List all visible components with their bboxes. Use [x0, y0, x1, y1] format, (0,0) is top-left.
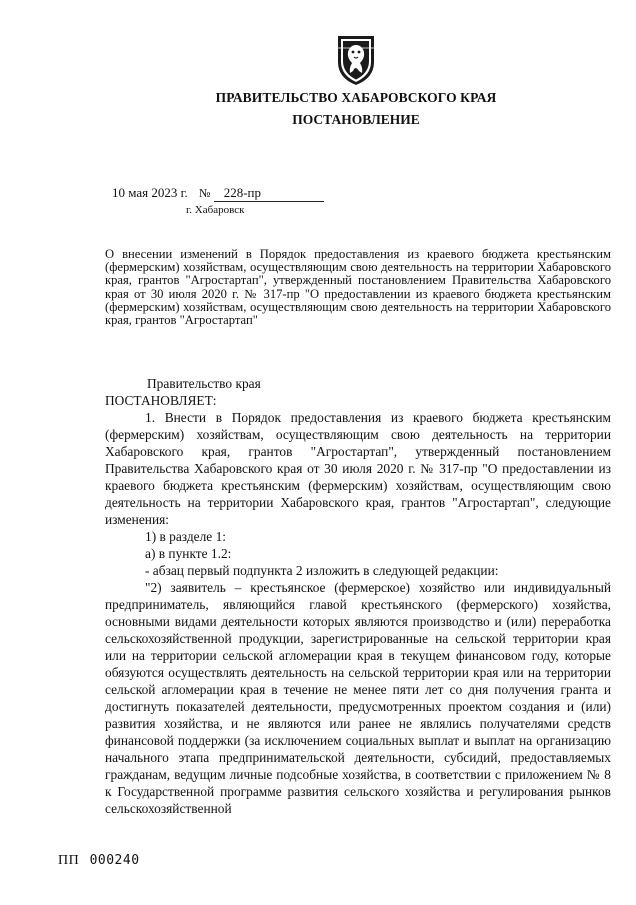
footer-code: 000240: [89, 853, 140, 868]
footer-prefix: ПП: [58, 853, 80, 868]
government-line: Правительство края: [147, 376, 261, 391]
document-type: ПОСТАНОВЛЕНИЕ: [292, 112, 420, 127]
footer-serial: [58, 853, 140, 869]
date-number-line: [112, 185, 324, 202]
organization-title: ПРАВИТЕЛЬСТВО ХАБАРОВСКОГО КРАЯ: [215, 90, 497, 105]
document-subject: О внесении изменений в Порядок предоставления из краевого бюджета крестьянским (фермерским) хозяйствам, осуществляющим свою деятельность на территории Хабаровского края, грантов "Агростартап", утвержденный постановлением Правительства Хабаровского края от 30 июля 2020 г. № 317-пр "О предоставлении из краевого бюджета крестьянским (фермерским) хозяйствам, осуществляющим свою деятельность на территории Хабаровского края, грантов "Агростартап": [105, 247, 611, 328]
paragraph-3: а) в пункте 1.2:: [145, 546, 232, 561]
coat-of-arms-icon: [332, 32, 380, 88]
document-city: г. Хабаровск: [186, 204, 245, 216]
document-date: 10 мая 2023 г.: [112, 185, 188, 200]
resolves-line: ПОСТАНОВЛЯЕТ:: [105, 393, 217, 408]
paragraph-2: 1) в разделе 1:: [145, 529, 227, 544]
paragraph-4: - абзац первый подпункта 2 изложить в следующей редакции:: [145, 563, 499, 578]
paragraph-5: "2) заявитель – крестьянское (фермерское) хозяйство или индивидуальный предприниматель, являющийся главой крестьянского (фермерского) хозяйства, основными видами деятельности которых являются производство и (или) переработка сельскохозяйственной продукции, зарегистрированные на сельской территории края или на территории сельской агломерации края в текущем финансовом году, которые обязуются осуществлять деятельность на сельской территории края или на территории сельской агломерации края в течение не менее пяти лет со дня получения гранта и достигнуть показателей деятельности, предусмотренных проектом создания и (или) развития хозяйства, и не являются или ранее не являлись получателями средств финансовой поддержки (за исключением социальных выплат и выплат на организацию начального этапа предпринимательской деятельности, субсидий, предоставляемых гражданам, ведущим личные подсобные хозяйства, в соответствии с приложением № 8 к Государственной программе развития сельского хозяйства и регулирования рынков сельскохозяйственной: [105, 580, 611, 816]
document-number: 228-пр: [214, 185, 324, 202]
number-sign: №: [199, 186, 211, 200]
paragraph-1: 1. Внести в Порядок предоставления из краевого бюджета крестьянским (фермерским) хозяйствам, осуществляющим свою деятельность на территории Хабаровского края, грантов "Агростартап", утвержденный постановлением Правительства Хабаровского края от 30 июля 2020 г. № 317-пр "О предоставлении из краевого бюджета крестьянским (фермерским) хозяйствам, осуществляющим свою деятельность на территории Хабаровского края, грантов "Агростартап", следующие изменения:: [105, 410, 611, 527]
document-body: [105, 375, 611, 817]
